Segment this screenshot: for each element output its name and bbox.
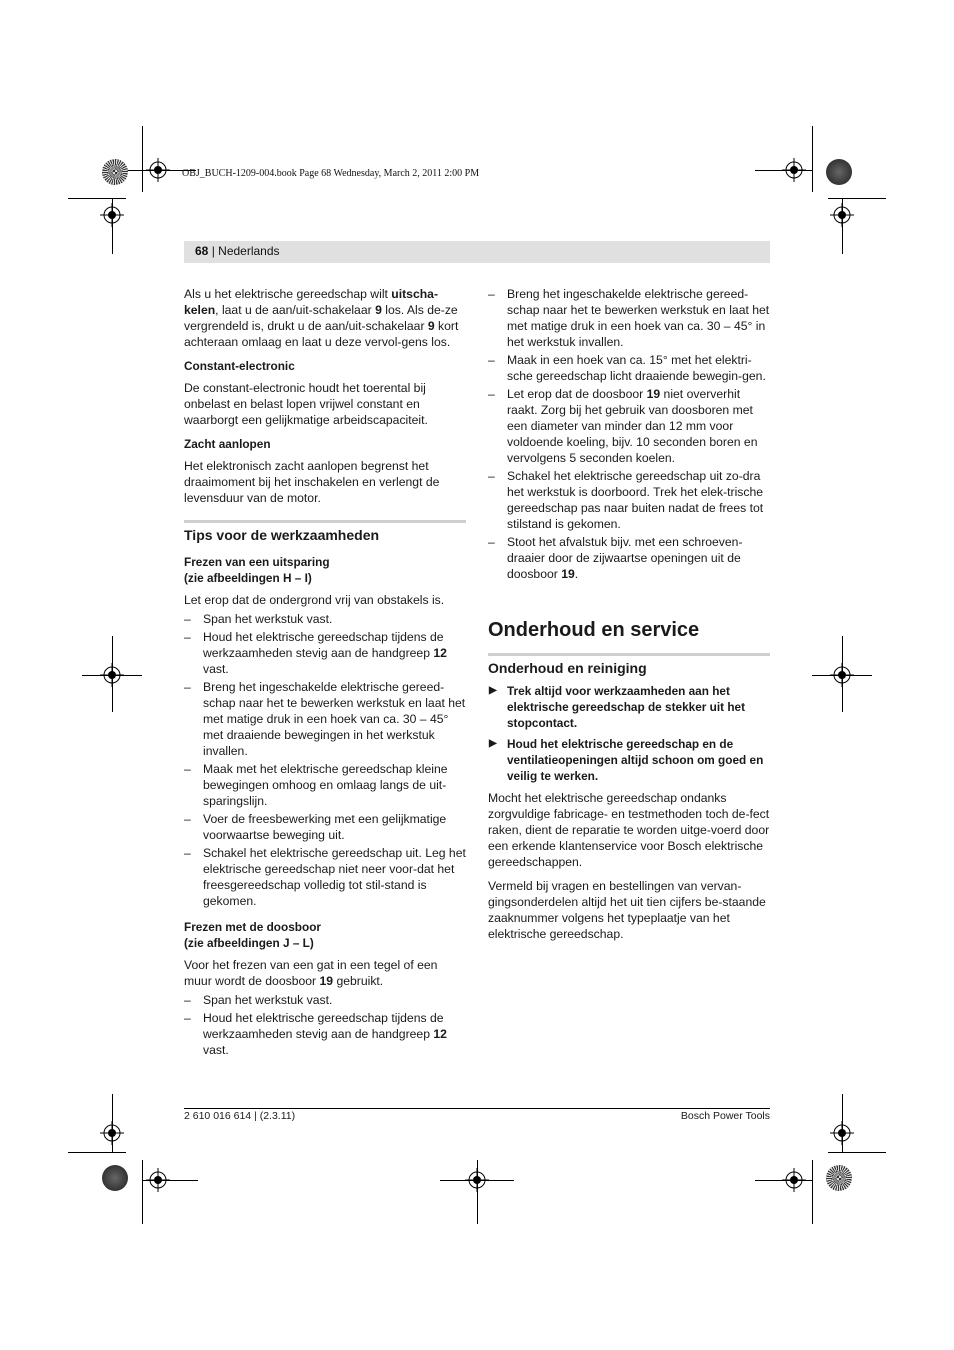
constant-electronic-heading: Constant-electronic xyxy=(184,359,295,373)
triangle-right-icon: ▶ xyxy=(489,685,497,696)
soft-start-heading: Zacht aanlopen xyxy=(184,437,271,451)
switch-off-paragraph: Als u het elektrische gereedschap wilt uitscha-kelen, laat u de aan/uit-schakelaar 9 los. Als de-ze vergrendeld is, drukt u de aan/uit-schakelaar 9 kort achteraan omlaag en laat u deze vervol-gens los. xyxy=(184,287,459,349)
footer-rule xyxy=(184,1108,770,1109)
footer-document-number: 2 610 016 614 | (2.3.11) xyxy=(184,1110,296,1122)
right-column xyxy=(488,286,770,950)
box-bit-steps-continued xyxy=(488,286,770,582)
recess-intro: Let erop dat de ondergrond vrij van obstakels is. xyxy=(184,593,445,607)
soft-start-text: Het elektronisch zacht aanlopen begrenst het draaimoment bij het inschakelen en verlengt de levensduur van de motor. xyxy=(184,459,440,505)
registration-target-icon xyxy=(146,1168,170,1192)
list-item: – Span het werkstuk vast. xyxy=(184,992,466,1008)
registration-target-icon xyxy=(100,1121,124,1145)
list-item: – Schakel het elektrische gereedschap uit. Leg het elektrische gereedschap niet neer voor-dat het freesgereedschap volledig tot stil-stand is gekomen. xyxy=(184,845,466,909)
list-item: ▶ Houd het elektrische gereedschap en de ventilatieopeningen altijd schoon om goed en veilig te werken. xyxy=(489,737,764,783)
print-info: OBJ_BUCH-1209-004.book Page 68 Wednesday, March 2, 2011 2:00 PM xyxy=(182,168,480,179)
triangle-right-icon: ▶ xyxy=(489,738,497,749)
list-item: – Breng het ingeschakelde elektrische gereed-schap naar het te bewerken werkstuk en laat het met matige druk in een hoek van ca. 30 – 45° in het werkstuk invallen. xyxy=(488,286,770,350)
list-item: – Stoot het afvalstuk bijv. met een schroeven-draaier door de zijwaartse openingen uit de doosboor 19. xyxy=(488,534,770,582)
footer-brand: Bosch Power Tools xyxy=(680,1110,770,1122)
box-bit-steps xyxy=(184,992,466,1058)
running-header xyxy=(184,241,770,263)
recess-steps xyxy=(184,611,466,909)
header-language: Nederlands xyxy=(218,244,280,258)
registration-target-icon xyxy=(830,663,854,687)
left-column xyxy=(184,286,466,1066)
registration-target-icon xyxy=(830,1121,854,1145)
registration-target-icon xyxy=(146,158,170,182)
list-item: – Maak in een hoek van ca. 15° met het elektri-sche gereedschap licht draaiende bewegin-gen. xyxy=(488,352,770,384)
grey-dial-icon xyxy=(826,159,852,185)
list-item: – Houd het elektrische gereedschap tijdens de werkzaamheden stevig aan de handgreep 12 vast. xyxy=(184,1010,466,1058)
list-item: – Houd het elektrische gereedschap tijdens de werkzaamheden stevig aan de handgreep 12 vast. xyxy=(184,629,466,677)
list-item: – Span het werkstuk vast. xyxy=(184,611,466,627)
box-bit-heading: Frezen met de doosboor (zie afbeeldingen J – L) xyxy=(184,920,321,950)
spare-parts-paragraph: Vermeld bij vragen en bestellingen van vervan-gingsonderdelen altijd het uit tien cijfers be-staande zaaknummer volgens het typeplaatje van het elektrische gereedschap. xyxy=(488,879,766,941)
service-heading: Onderhoud en service xyxy=(488,619,700,641)
maintenance-heading: Onderhoud en reiniging xyxy=(488,653,770,677)
registration-target-icon xyxy=(830,203,854,227)
list-item: – Breng het ingeschakelde elektrische gereed-schap naar het te bewerken werkstuk en laat het met matige druk in een hoek van ca. 30 – 45° met draaiende bewegingen in het werkstuk invallen. xyxy=(184,679,466,759)
list-item: – Schakel het elektrische gereedschap uit zo-dra het werkstuk is doorboord. Trek het elek-trische gereedschap pas naar buiten nadat de frees tot stilstand is gekomen. xyxy=(488,468,770,532)
list-item: – Maak met het elektrische gereedschap kleine bewegingen omhoog en omlaag langs de uit-sparingslijn. xyxy=(184,761,466,809)
list-item: ▶ Trek altijd voor werkzaamheden aan het elektrische gereedschap de stekker uit het stopcontact. xyxy=(489,684,746,730)
registration-target-icon xyxy=(782,158,806,182)
grey-dial-icon xyxy=(102,1165,128,1191)
list-item: – Voer de freesbewerking met een gelijkmatige voorwaartse beweging uit. xyxy=(184,811,466,843)
registration-target-icon xyxy=(100,663,124,687)
constant-electronic-text: De constant-electronic houdt het toerental bij onbelast en belast lopen vrijwel constant en waarborgt een gelijkmatige arbeidscapaciteit. xyxy=(184,381,428,427)
color-dial-icon xyxy=(102,159,128,185)
header-separator: | xyxy=(208,244,219,258)
color-dial-icon xyxy=(826,1165,852,1191)
registration-target-icon xyxy=(465,1168,489,1192)
box-bit-intro: Voor het frezen van een gat in een tegel of een muur wordt de doosboor 19 gebruikt. xyxy=(184,958,438,988)
recess-heading: Frezen van een uitsparing (zie afbeeldingen H – I) xyxy=(184,555,330,585)
registration-target-icon xyxy=(100,203,124,227)
registration-target-icon xyxy=(782,1168,806,1192)
page-number: 68 xyxy=(195,244,209,258)
safety-warnings xyxy=(488,683,770,784)
repair-paragraph: Mocht het elektrische gereedschap ondanks zorgvuldige fabricage- en testmethoden toch de-fect raken, dient de reparatie te worden uitge-voerd door een erkende klantenservice voor Bosch elektrische gereedschappen. xyxy=(488,791,770,869)
list-item: – Let erop dat de doosboor 19 niet oververhit raakt. Zorg bij het gebruik van doosboren met een diameter van minder dan 12 mm voor voldoende koeling, bijv. 10 seconden boren en vervolgens 5 seconden koelen. xyxy=(488,386,770,466)
tips-heading: Tips voor de werkzaamheden xyxy=(184,520,466,544)
